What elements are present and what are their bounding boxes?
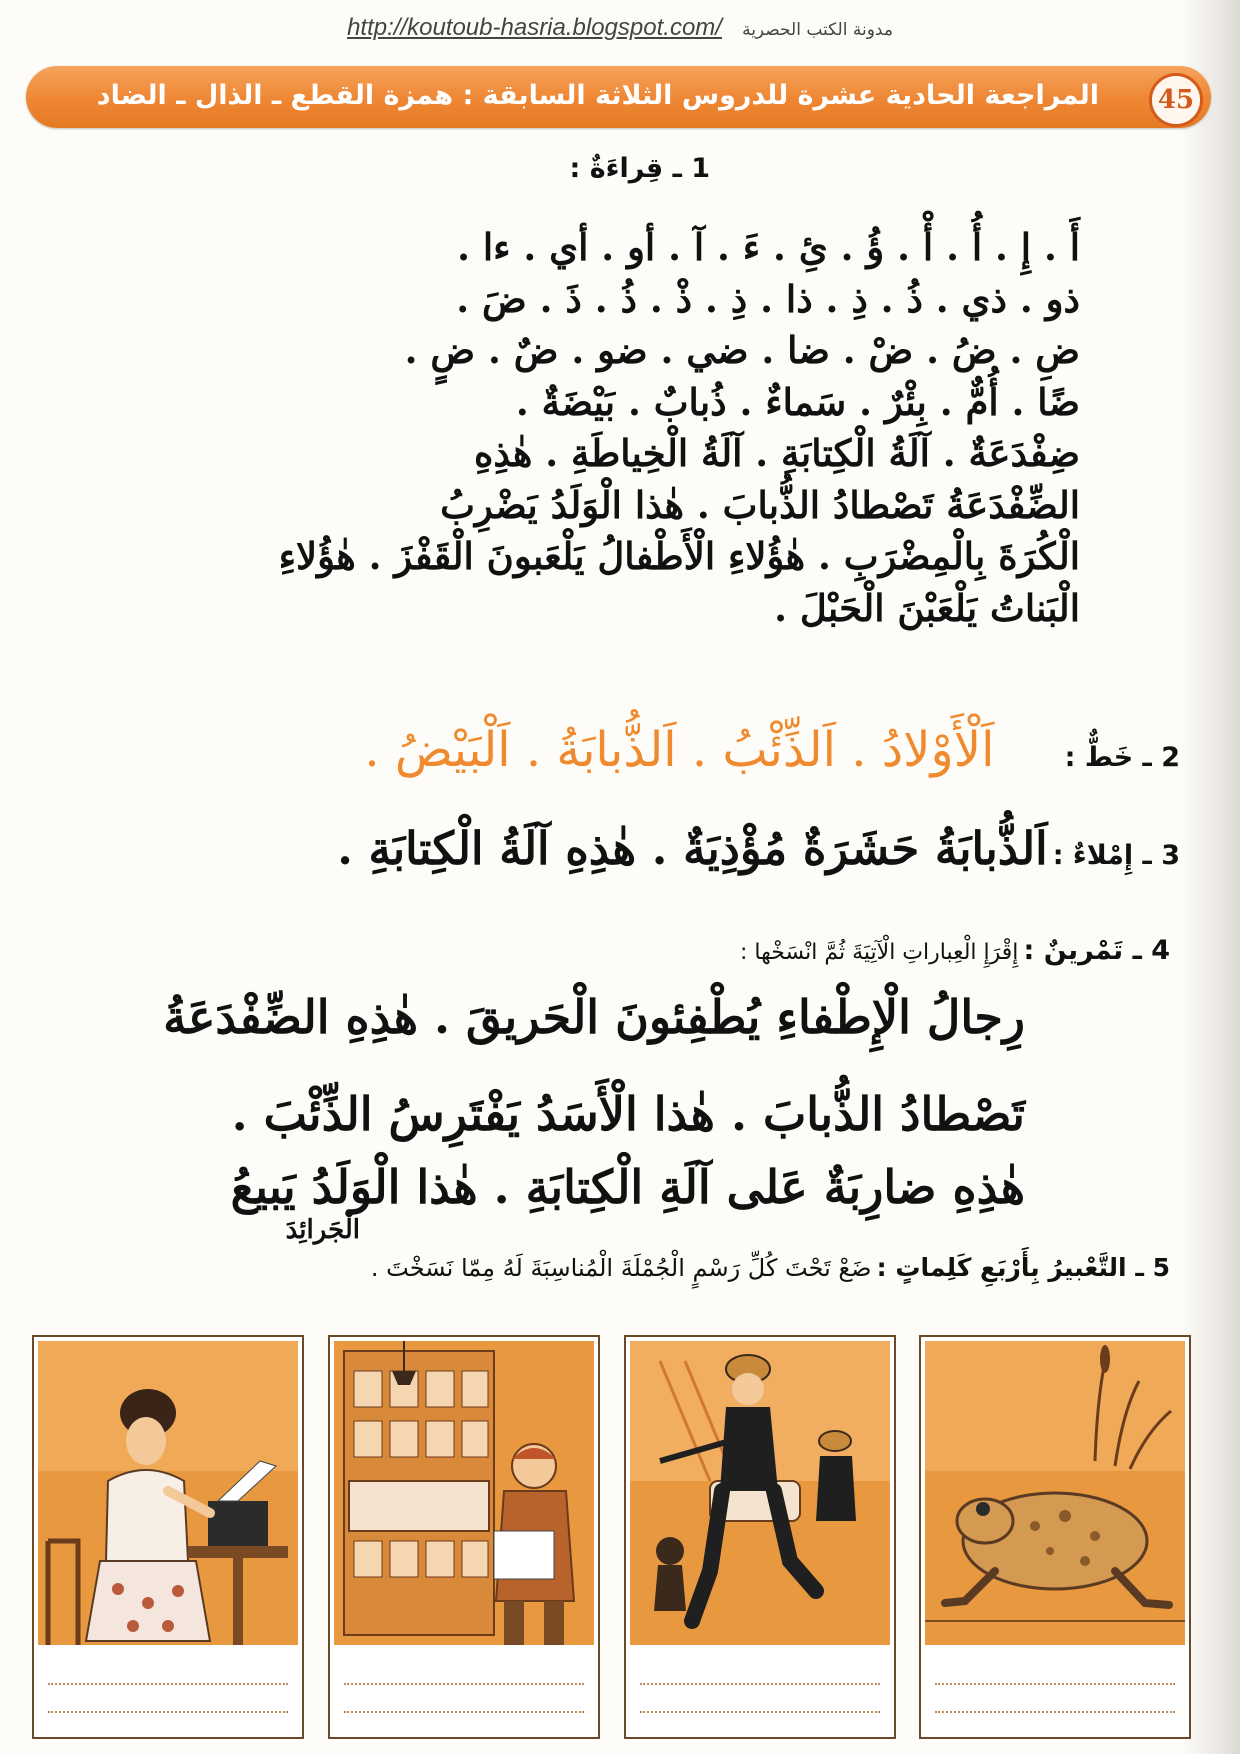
typist-illustration [38,1341,298,1645]
reading-line: أَ . إِ . أُ . أْ . ؤُ . ئِ . ءَ . آ . أو . أي . ءا . [457,225,1080,269]
lesson-header-bar [26,66,1211,128]
picture-cards [32,1335,1187,1735]
source-watermark [0,14,1240,42]
picture-card-newspaper-boy [328,1335,600,1739]
picture-card-firefighters [624,1335,896,1739]
handwriting-model-text: اَلْأَوْلادُ . اَلذِّئْبُ . اَلذُّبابَةُ . اَلْبَيْضُ . [364,722,995,778]
lesson-title: المراجعة الحادية عشرة للدروس الثلاثة السابقة : همزة القطع ـ الذال ـ الضاد [96,80,1099,111]
exercise-instruction: إِقْرَإِ الْعِباراتِ الْآتِيَةَ ثُمَّ انْسَخْها : [740,940,1019,965]
frog-illustration [925,1341,1185,1645]
dictation-text: اَلذُّبابَةُ حَشَرَةٌ مُؤْذِيَةٌ . هٰذِهِ آلَةُ الْكِتابَةِ . [337,822,1048,875]
exercise-heading [740,935,1170,966]
dictation-label: 3 ـ إِمْلاءٌ : [1052,840,1180,871]
reading-line: الْكُرَةَ بِالْمِضْرَبِ . هٰؤُلاءِ الْأَطْفالُ يَلْعَبونَ الْقَفْزَ . هٰؤُلاءِ [278,534,1080,578]
source-blog-name: مدونة الكتب الحصرية [742,20,893,40]
source-url[interactable]: http://koutoub-hasria.blogspot.com/ [347,14,722,41]
handwriting-label: 2 ـ خَطٌّ : [1064,742,1180,773]
reading-line: ضِفْدَعَةٌ . آلَةُ الْكِتابَةِ . آلَةُ الْخِياطَةِ . هٰذِهِ [474,431,1080,475]
reading-line: ذو . ذي . ذُ . ذِ . ذا . ذِ . ذْ . ذُ . ذَ . ضَ . [456,276,1080,321]
exercise-sentence-line: تَصْطادُ الذُّبابَ . هٰذا الْأَسَدُ يَفْتَرِسُ الذِّئْبَ . [231,1087,1025,1141]
expression-label: 5 ـ التَّعْبيرُ بِأَرْبَعِ كَلِماتٍ : [876,1253,1170,1282]
expression-heading [371,1253,1170,1282]
reading-line: الضِّفْدَعَةُ تَصْطادُ الذُّبابَ . هٰذا الْوَلَدُ يَضْرِبُ [440,482,1080,527]
reading-line: الْبَناتُ يَلْعَبْنَ الْحَبْلَ . [774,585,1080,630]
reading-line: ضِ . ضُ . ضْ . ضا . ضي . ضو . ضٌ . ضٍ . [404,328,1080,372]
newspaper-boy-illustration [334,1341,594,1645]
picture-card-frog [919,1335,1191,1739]
page-number-badge: 45 [1149,73,1203,127]
exercise-label: 4 ـ تَمْرينٌ : [1023,935,1170,966]
reading-passage [180,222,1080,634]
expression-instruction: ضَعْ تَحْتَ كُلِّ رَسْمٍ الْجُمْلَةَ الْمُناسِبَةَ لَهُ مِمّا نَسَخْتَ . [370,1254,872,1282]
exercise-sentence-line: هٰذِهِ ضارِبَةٌ عَلى آلَةِ الْكِتابَةِ . هٰذا الْوَلَدُ يَبيعُ [230,1160,1025,1214]
firefighters-illustration [630,1341,890,1645]
exercise-overflow-word: الْجَرائِدَ [285,1215,360,1245]
reading-section-title: 1 ـ قِراءَةٌ : [569,153,710,184]
exercise-sentence-line: رِجالُ الْإِطْفاءِ يُطْفِئونَ الْحَريقَ . هٰذِهِ الضِّفْدَعَةُ [163,990,1025,1044]
picture-card-typist [32,1335,304,1739]
reading-line: ضًا . أُمٌّ . بِئْرٌ . سَماءٌ . ذُبابٌ . بَيْضَةٌ . [515,379,1080,424]
handwriting-row [364,722,1180,778]
dictation-row [337,822,1180,875]
